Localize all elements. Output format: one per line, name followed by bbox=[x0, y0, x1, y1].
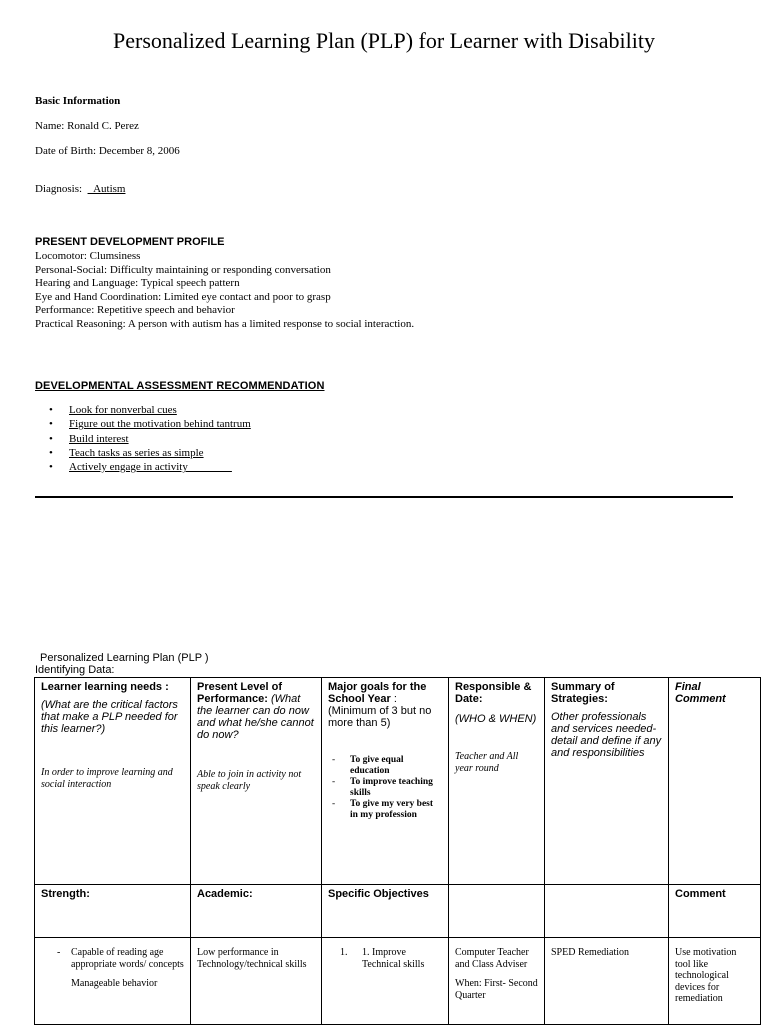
learner-needs-header: Learner learning needs : bbox=[41, 681, 169, 693]
goal-text: To give my very best in my profession bbox=[350, 799, 434, 820]
comment-cell bbox=[669, 885, 761, 938]
profile-line-eye-hand: Eye and Hand Coordination: Limited eye contact and poor to grasp bbox=[35, 290, 331, 303]
major-goals-header: Major goals for the School Year bbox=[328, 681, 427, 705]
strategy-entry: SPED Remediation bbox=[551, 947, 630, 958]
objective-number: 1. bbox=[340, 947, 348, 958]
list-item-text: Build interest bbox=[69, 432, 129, 445]
profile-line-practical-reasoning: Practical Reasoning: A person with autism has a limited response to social interaction. bbox=[35, 317, 415, 330]
goal-text: To give equal education bbox=[350, 755, 404, 776]
plp-table-title: Personalized Learning Plan (PLP ) bbox=[40, 652, 209, 664]
identifying-data-label: Identifying Data: bbox=[35, 664, 115, 676]
table-row bbox=[35, 678, 761, 885]
responsible-header: Responsible & Date: bbox=[455, 681, 532, 705]
strength-entry-cell bbox=[35, 938, 191, 1025]
present-level-cell bbox=[191, 678, 322, 885]
academic-cell bbox=[191, 885, 322, 938]
bullet-icon: • bbox=[49, 432, 53, 445]
list-item bbox=[328, 777, 442, 799]
diagnosis-value: _Autism bbox=[87, 183, 126, 195]
objective-text: 1. Improve Technical skills bbox=[362, 947, 425, 970]
list-item bbox=[328, 799, 442, 821]
responsible-sub: (WHO & WHEN) bbox=[455, 713, 537, 725]
present-level-sub: (What the learner can do now and what he/she cannot do now? bbox=[197, 693, 314, 741]
goal-text: To improve teaching skills bbox=[350, 777, 433, 798]
responsible-person: Computer Teacher and Class Adviser bbox=[455, 947, 529, 970]
profile-line-hearing-language: Hearing and Language: Typical speech pattern bbox=[35, 277, 240, 289]
list-item bbox=[35, 403, 251, 417]
final-comment-cell bbox=[669, 678, 761, 885]
profile-heading: PRESENT DEVELOPMENT PROFILE bbox=[35, 236, 225, 248]
final-comment-header: Final Comment bbox=[675, 681, 726, 705]
list-item-text: Figure out the motivation behind tantrum bbox=[69, 418, 251, 431]
table-row bbox=[35, 938, 761, 1025]
learner-needs-sub: (What are the critical factors that make a PLP needed for this learner?) bbox=[41, 699, 178, 735]
strategy-entry-cell bbox=[545, 938, 669, 1025]
bullet-icon: • bbox=[49, 446, 53, 459]
responsible-cell bbox=[449, 678, 545, 885]
strategies-header: Summary of Strategies: bbox=[551, 681, 615, 705]
empty-cell bbox=[545, 885, 669, 938]
bullet-icon: • bbox=[49, 404, 53, 416]
list-item-text: Teach tasks as series as simple bbox=[69, 446, 204, 459]
responsible-entry: Teacher and All year round bbox=[455, 751, 519, 774]
specific-objectives-header: Specific Objectives bbox=[328, 888, 429, 900]
learner-needs-cell bbox=[35, 678, 191, 885]
comment-entry-cell bbox=[669, 938, 761, 1025]
major-goals-cell bbox=[322, 678, 449, 885]
name-label: Name: bbox=[35, 120, 68, 132]
academic-entry: Low performance in Technology/technical skills bbox=[197, 947, 307, 970]
major-goals-sub: : (Minimum of 3 but no more than 5) bbox=[328, 693, 432, 729]
academic-entry-cell bbox=[191, 938, 322, 1025]
goals-list bbox=[328, 755, 442, 821]
diagnosis-line bbox=[35, 183, 125, 195]
plp-table bbox=[34, 677, 761, 1025]
bullet-icon: • bbox=[49, 418, 53, 431]
present-level-header: Present Level of Performance: bbox=[197, 681, 282, 705]
dob-label: Date of Birth: bbox=[35, 145, 99, 157]
learner-needs-entry: In order to improve learning and social interaction bbox=[41, 767, 173, 790]
table-row bbox=[35, 885, 761, 938]
list-item-text: Actively engage in activity________ bbox=[69, 461, 232, 474]
list-item bbox=[35, 432, 251, 446]
name-line bbox=[35, 120, 139, 132]
basic-information-heading: Basic Information bbox=[35, 95, 121, 107]
dash-icon: - bbox=[57, 947, 61, 958]
recommendation-list bbox=[35, 403, 251, 474]
dash-icon: - bbox=[332, 799, 336, 809]
responsible-when: When: First- Second Quarter bbox=[455, 978, 538, 1001]
strategies-sub: Other professionals and services needed- detail and define if any and responsibilities bbox=[551, 711, 662, 759]
strength-extra: Manageable behavior bbox=[71, 978, 158, 989]
specific-objectives-cell bbox=[322, 885, 449, 938]
dob-value: December 8, 2006 bbox=[98, 145, 180, 157]
present-level-entry: Able to join in activity not speak clearly bbox=[197, 769, 302, 792]
objective-item bbox=[328, 941, 442, 970]
list-item bbox=[35, 460, 251, 474]
responsible-entry-cell bbox=[449, 938, 545, 1025]
comment-entry: Use motivation tool like technological devices for remediation bbox=[675, 947, 737, 1004]
list-item-text: Look for nonverbal cues bbox=[69, 404, 177, 416]
dash-icon: - bbox=[332, 755, 336, 765]
strength-cell bbox=[35, 885, 191, 938]
document-title: Personalized Learning Plan (PLP) for Learner with Disability bbox=[113, 28, 655, 53]
strength-item-text: Capable of reading age appropriate words/ concepts bbox=[71, 947, 184, 970]
objective-entry-cell bbox=[322, 938, 449, 1025]
recommendation-heading: DEVELOPMENTAL ASSESSMENT RECOMMENDATION bbox=[35, 380, 325, 392]
section-divider bbox=[35, 496, 733, 498]
list-item bbox=[35, 446, 251, 460]
empty-cell bbox=[449, 885, 545, 938]
profile-line-personal-social: Personal-Social: Difficulty maintaining or responding conversation bbox=[35, 263, 331, 276]
dob-line bbox=[35, 145, 180, 157]
list-item bbox=[35, 417, 251, 431]
learner-name: Ronald C. Perez bbox=[67, 120, 139, 132]
profile-lines bbox=[35, 250, 414, 331]
list-item bbox=[328, 755, 442, 777]
comment-header: Comment bbox=[675, 888, 726, 900]
profile-line-performance: Performance: Repetitive speech and behavior bbox=[35, 304, 235, 316]
strategies-cell bbox=[545, 678, 669, 885]
academic-header: Academic: bbox=[197, 888, 253, 900]
diagnosis-label: Diagnosis: bbox=[35, 183, 88, 195]
bullet-icon: • bbox=[49, 461, 53, 474]
strength-header: Strength: bbox=[41, 888, 90, 900]
dash-icon: - bbox=[332, 777, 336, 787]
profile-line-locomotor: Locomotor: Clumsiness bbox=[35, 250, 141, 262]
strength-item bbox=[41, 941, 184, 970]
